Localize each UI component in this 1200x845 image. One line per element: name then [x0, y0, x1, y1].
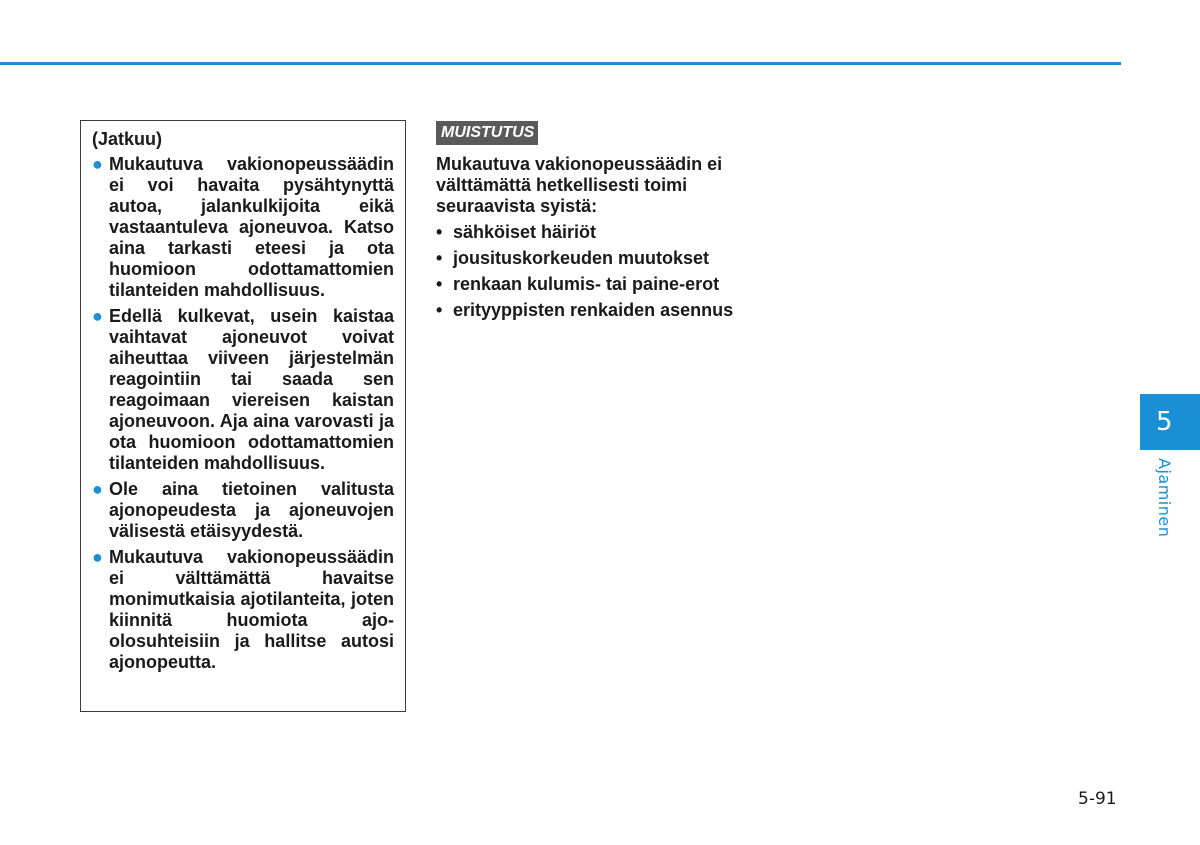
note-section [436, 121, 764, 326]
note-item [436, 222, 764, 243]
header-rule [0, 62, 1121, 65]
chapter-title: Ajaminen [1155, 458, 1174, 538]
note-label: MUISTUTUS [436, 121, 538, 145]
warning-box [80, 120, 406, 712]
note-item-text: jousituskorkeuden muutokset [453, 248, 710, 268]
note-list [436, 222, 764, 321]
warning-item-text: Edellä kulkevat, usein kaistaa vaihtavat ajoneuvot voivat aiheuttaa viiveen järjestelmän reagointiin tai saada sen reagoimaan viereisen kaistan ajoneuvoon. Aja aina varovasti ja ota huomioon odottamattomien tilanteiden mahdollisuus. [109, 306, 394, 473]
warning-heading: (Jatkuu) [92, 129, 163, 149]
note-item-text: sähköiset häiriöt [453, 222, 597, 242]
bullet-icon: • [436, 300, 443, 320]
bullet-icon: ● [92, 479, 103, 499]
warning-item-text: Ole aina tietoinen valitusta ajonopeudesta ja ajoneuvojen välisestä etäisyydestä. [109, 479, 394, 541]
warning-item [92, 547, 394, 673]
bullet-icon: ● [92, 306, 103, 326]
chapter-number-tab: 5 [1140, 394, 1200, 450]
warning-item-text: Mukautuva vakionopeussäädin ei voi havaita pysähtynyttä autoa, jalankulkijoita eikä vastaantuleva ajoneuvoa. Katso aina tarkasti eteesi ja ota huomioon odottamattomien tilanteiden mahdollisuus. [109, 154, 394, 300]
bullet-icon: ● [92, 547, 103, 567]
note-item-text: erityyppisten renkaiden asennus [453, 300, 734, 320]
warning-item-text: Mukautuva vakionopeussäädin ei välttämättä havaitse monimutkaisia ajotilanteita, joten kiinnitä huomiota ajo-olosuhteisiin ja hallitse autosi ajonopeutta. [109, 547, 394, 672]
note-item-text: renkaan kulumis- tai paine-erot [453, 274, 720, 294]
bullet-icon: ● [92, 154, 103, 174]
warning-item [92, 479, 394, 542]
note-item [436, 274, 764, 295]
warning-list [92, 154, 394, 673]
bullet-icon: • [436, 222, 443, 242]
bullet-icon: • [436, 248, 443, 268]
page-number: 5-91 [1078, 789, 1117, 809]
warning-item [92, 154, 394, 301]
warning-item [92, 306, 394, 474]
bullet-icon: • [436, 274, 443, 294]
note-item [436, 248, 764, 269]
note-item [436, 300, 764, 321]
note-intro: Mukautuva vakionopeussäädin ei välttämättä hetkellisesti toimi seuraavista syistä: [436, 154, 723, 216]
